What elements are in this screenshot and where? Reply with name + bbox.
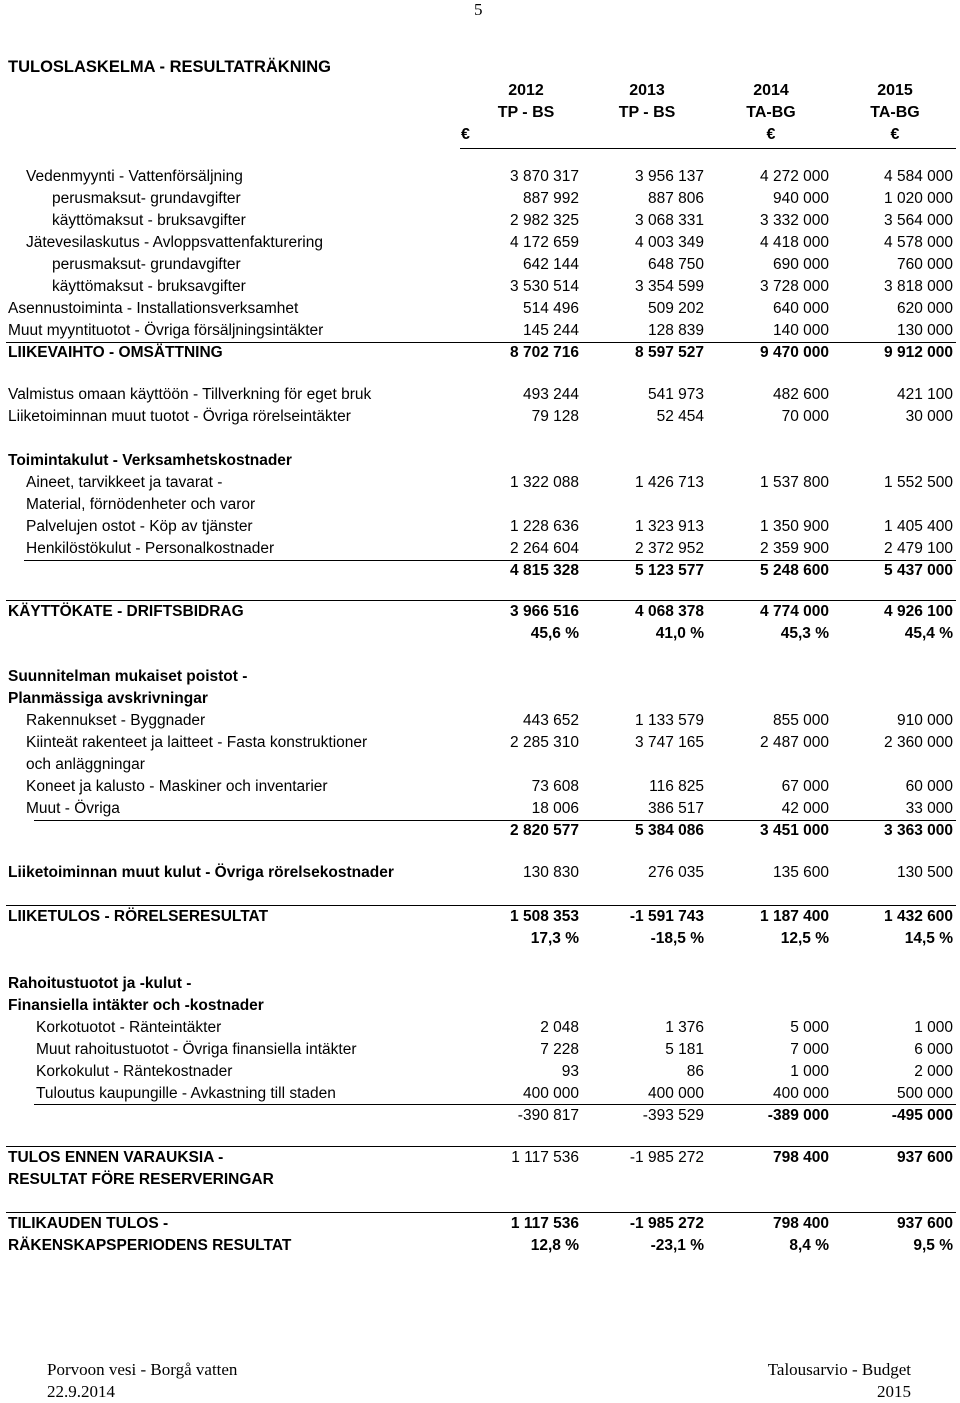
cell-2015: 14,5 % bbox=[904, 930, 953, 947]
page-title: TULOSLASKELMA - RESULTATRÄKNING bbox=[8, 58, 331, 76]
cell-2013: 5 384 086 bbox=[635, 822, 704, 839]
cell-2014: 3 332 000 bbox=[760, 212, 829, 229]
cell-2012: 7 228 bbox=[540, 1041, 579, 1058]
row-label: Rakennukset - Byggnader bbox=[26, 712, 206, 729]
cell-2015: 1 000 bbox=[914, 1019, 953, 1036]
cell-2015: 620 000 bbox=[896, 300, 953, 317]
column-header-type: TP - BS bbox=[497, 104, 555, 121]
cell-2013: 4 003 349 bbox=[635, 234, 704, 251]
cell-2013: 509 202 bbox=[647, 300, 704, 317]
table-row bbox=[0, 710, 960, 732]
cell-2014: 4 272 000 bbox=[760, 168, 829, 185]
cell-2013: 887 806 bbox=[647, 190, 704, 207]
row-label: käyttömaksut - bruksavgifter bbox=[52, 212, 246, 229]
cell-2012: 2 820 577 bbox=[510, 822, 579, 839]
table-row bbox=[0, 1083, 960, 1105]
cell-2013: 52 454 bbox=[656, 408, 704, 425]
cell-2012: 3 870 317 bbox=[510, 168, 579, 185]
cell-2014: 798 400 bbox=[772, 1149, 829, 1166]
row-label: Muut - Övriga bbox=[26, 800, 120, 817]
cell-2015: 2 360 000 bbox=[884, 734, 953, 751]
table-row bbox=[0, 406, 960, 428]
cell-2015: 500 000 bbox=[896, 1085, 953, 1102]
cell-2014: 1 350 900 bbox=[760, 518, 829, 535]
cell-2015: 760 000 bbox=[896, 256, 953, 273]
table-row bbox=[0, 210, 960, 232]
cell-2015: 9 912 000 bbox=[884, 344, 953, 361]
cell-2014: 12,5 % bbox=[780, 930, 829, 947]
cell-2014: 640 000 bbox=[772, 300, 829, 317]
cell-2013: -393 529 bbox=[642, 1107, 704, 1124]
cell-2012: 12,8 % bbox=[530, 1237, 579, 1254]
row-label: Liiketoiminnan muut kulut - Övriga rörelsekostnader bbox=[8, 864, 394, 881]
cell-2012: 2 285 310 bbox=[510, 734, 579, 751]
cell-2012: 1 117 536 bbox=[510, 1215, 579, 1232]
page-number: 5 bbox=[474, 0, 483, 19]
cell-2014: 70 000 bbox=[781, 408, 829, 425]
cell-2015: 4 578 000 bbox=[884, 234, 953, 251]
cell-2012: 443 652 bbox=[522, 712, 579, 729]
cell-2014: 4 418 000 bbox=[760, 234, 829, 251]
percentage-row bbox=[0, 928, 960, 950]
row-label: TILIKAUDEN TULOS - bbox=[8, 1215, 169, 1232]
cell-2014: 7 000 bbox=[790, 1041, 829, 1058]
footer-right bbox=[768, 1359, 911, 1403]
cell-2013: 5 123 577 bbox=[635, 562, 704, 579]
table-row bbox=[0, 776, 960, 798]
row-label: och anläggningar bbox=[26, 756, 145, 773]
cell-2012: 2 982 325 bbox=[510, 212, 579, 229]
cell-2014: 9 470 000 bbox=[760, 344, 829, 361]
cell-2013: -1 985 272 bbox=[629, 1149, 704, 1166]
cell-2015: 910 000 bbox=[896, 712, 953, 729]
table-row bbox=[0, 601, 960, 623]
cell-2013: 3 956 137 bbox=[635, 168, 704, 185]
table-row bbox=[0, 1061, 960, 1083]
cell-2012: 2 048 bbox=[540, 1019, 579, 1036]
cell-2013: 2 372 952 bbox=[635, 540, 704, 557]
cell-2012: 18 006 bbox=[531, 800, 579, 817]
section-heading bbox=[0, 995, 960, 1017]
row-label: Material, förnödenheter och varor bbox=[26, 496, 256, 513]
cell-2012: 1 322 088 bbox=[510, 474, 579, 491]
column-header-year: 2012 bbox=[508, 82, 544, 99]
table-row bbox=[0, 276, 960, 298]
cell-2013: 541 973 bbox=[647, 386, 704, 403]
cell-2012: 493 244 bbox=[522, 386, 579, 403]
table-row bbox=[0, 732, 960, 754]
cell-2013: 276 035 bbox=[647, 864, 704, 881]
cell-2012: 8 702 716 bbox=[510, 344, 579, 361]
row-label: LIIKETULOS - RÖRELSERESULTAT bbox=[8, 908, 269, 925]
cell-2015: 1 020 000 bbox=[884, 190, 953, 207]
cell-2014: 2 487 000 bbox=[760, 734, 829, 751]
subtotal-row bbox=[0, 560, 960, 582]
cell-2012: 514 496 bbox=[522, 300, 579, 317]
row-label: Finansiella intäkter och -kostnader bbox=[8, 997, 264, 1014]
cell-2014: 5 248 600 bbox=[760, 562, 829, 579]
section-heading bbox=[0, 973, 960, 995]
table-row bbox=[0, 494, 960, 516]
row-label: käyttömaksut - bruksavgifter bbox=[52, 278, 246, 295]
cell-2012: 79 128 bbox=[531, 408, 579, 425]
cell-2014: 1 537 800 bbox=[760, 474, 829, 491]
row-label: Muut rahoitustuotot - Övriga finansiella intäkter bbox=[36, 1041, 357, 1058]
row-label: Korkokulut - Räntekostnader bbox=[36, 1063, 233, 1080]
cell-2015: 1 552 500 bbox=[884, 474, 953, 491]
row-label: perusmaksut- grundavgifter bbox=[52, 256, 241, 273]
cell-2015: 937 600 bbox=[896, 1215, 953, 1232]
table-row bbox=[0, 166, 960, 188]
cell-2015: 1 432 600 bbox=[884, 908, 953, 925]
row-label: Muut myyntituotot - Övriga försäljningsintäkter bbox=[8, 322, 324, 339]
table-row bbox=[0, 472, 960, 494]
row-label: Kiinteät rakenteet ja laitteet - Fasta konstruktioner bbox=[26, 734, 368, 751]
cell-2015: 5 437 000 bbox=[884, 562, 953, 579]
row-label: TULOS ENNEN VARAUKSIA - bbox=[8, 1149, 224, 1166]
cell-2014: 855 000 bbox=[772, 712, 829, 729]
section-heading bbox=[0, 688, 960, 710]
section-heading bbox=[0, 450, 960, 472]
row-label: RESULTAT FÖRE RESERVERINGAR bbox=[8, 1171, 274, 1188]
cell-2014: 1 000 bbox=[790, 1063, 829, 1080]
row-label: perusmaksut- grundavgifter bbox=[52, 190, 241, 207]
column-header-currency: € bbox=[461, 126, 470, 143]
footer-left bbox=[47, 1359, 237, 1403]
cell-2012: 887 992 bbox=[522, 190, 579, 207]
row-label: Toimintakulut - Verksamhetskostnader bbox=[8, 452, 292, 469]
cell-2013: 41,0 % bbox=[655, 625, 704, 642]
cell-2013: 116 825 bbox=[649, 778, 704, 795]
row-label: Valmistus omaan käyttöön - Tillverkning för eget bruk bbox=[8, 386, 372, 403]
column-header-year: 2015 bbox=[877, 82, 913, 99]
cell-2015: -495 000 bbox=[891, 1107, 953, 1124]
table-row bbox=[0, 906, 960, 928]
cell-2013: 386 517 bbox=[647, 800, 704, 817]
subtotal-row bbox=[0, 820, 960, 842]
cell-2012: 642 144 bbox=[522, 256, 579, 273]
cell-2014: 3 728 000 bbox=[760, 278, 829, 295]
cell-2015: 6 000 bbox=[914, 1041, 953, 1058]
cell-2014: 3 451 000 bbox=[760, 822, 829, 839]
cell-2015: 937 600 bbox=[896, 1149, 953, 1166]
cell-2014: 4 774 000 bbox=[760, 603, 829, 620]
row-label: Asennustoiminta - Installationsverksamhet bbox=[8, 300, 299, 317]
cell-2013: 3 747 165 bbox=[635, 734, 704, 751]
table-row bbox=[0, 1147, 960, 1169]
cell-2015: 421 100 bbox=[896, 386, 953, 403]
table-row bbox=[0, 516, 960, 538]
cell-2015: 3 363 000 bbox=[884, 822, 953, 839]
row-label: Korkotuotot - Ränteintäkter bbox=[36, 1019, 222, 1036]
table-row bbox=[0, 754, 960, 776]
cell-2013: 1 426 713 bbox=[635, 474, 704, 491]
cell-2013: 1 133 579 bbox=[635, 712, 704, 729]
cell-2013: 4 068 378 bbox=[635, 603, 704, 620]
table-row bbox=[0, 1213, 960, 1235]
cell-2015: 3 564 000 bbox=[884, 212, 953, 229]
cell-2012: 130 830 bbox=[522, 864, 579, 881]
cell-2014: 798 400 bbox=[772, 1215, 829, 1232]
cell-2015: 2 479 100 bbox=[884, 540, 953, 557]
cell-2013: 1 323 913 bbox=[635, 518, 704, 535]
table-row bbox=[0, 798, 960, 820]
cell-2012: 400 000 bbox=[522, 1085, 579, 1102]
cell-2013: 3 068 331 bbox=[635, 212, 704, 229]
cell-2014: 400 000 bbox=[772, 1085, 829, 1102]
cell-2013: 86 bbox=[686, 1063, 704, 1080]
subtotal-row bbox=[0, 1105, 960, 1127]
cell-2013: -18,5 % bbox=[650, 930, 704, 947]
cell-2013: 648 750 bbox=[647, 256, 704, 273]
cell-2015: 1 405 400 bbox=[884, 518, 953, 535]
header-rule bbox=[460, 148, 956, 149]
column-header-year: 2014 bbox=[753, 82, 789, 99]
cell-2015: 2 000 bbox=[914, 1063, 953, 1080]
row-label: Liiketoiminnan muut tuotot - Övriga rörelseintäkter bbox=[8, 408, 351, 425]
row-label: RÄKENSKAPSPERIODENS RESULTAT bbox=[8, 1237, 292, 1254]
row-label: Palvelujen ostot - Köp av tjänster bbox=[26, 518, 253, 535]
cell-2015: 9,5 % bbox=[913, 1237, 953, 1254]
row-label: Tuloutus kaupungille - Avkastning till staden bbox=[36, 1085, 336, 1102]
cell-2014: -389 000 bbox=[767, 1107, 829, 1124]
cell-2015: 4 584 000 bbox=[884, 168, 953, 185]
table-row bbox=[0, 320, 960, 342]
cell-2015: 3 818 000 bbox=[884, 278, 953, 295]
cell-2014: 2 359 900 bbox=[760, 540, 829, 557]
cell-2012: -390 817 bbox=[517, 1107, 579, 1124]
column-header-currency: € bbox=[890, 126, 900, 143]
cell-2013: 128 839 bbox=[647, 322, 704, 339]
cell-2012: 3 966 516 bbox=[510, 603, 579, 620]
section-heading bbox=[0, 666, 960, 688]
footer-year: 2015 bbox=[877, 1382, 911, 1401]
cell-2014: 135 600 bbox=[772, 864, 829, 881]
column-header-year: 2013 bbox=[629, 82, 665, 99]
cell-2012: 1 117 536 bbox=[511, 1149, 579, 1166]
cell-2014: 690 000 bbox=[772, 256, 829, 273]
cell-2012: 1 508 353 bbox=[510, 908, 579, 925]
row-label: Henkilöstökulut - Personalkostnader bbox=[26, 540, 275, 557]
cell-2012: 4 172 659 bbox=[510, 234, 579, 251]
table-row bbox=[0, 254, 960, 276]
row-label: Suunnitelman mukaiset poistot - bbox=[8, 668, 248, 685]
cell-2012: 93 bbox=[561, 1063, 579, 1080]
footer-date: 22.9.2014 bbox=[47, 1382, 115, 1401]
cell-2013: 1 376 bbox=[665, 1019, 704, 1036]
cell-2014: 482 600 bbox=[772, 386, 829, 403]
cell-2014: 45,3 % bbox=[780, 625, 829, 642]
column-header-type: TA-BG bbox=[870, 104, 920, 121]
column-header-currency: € bbox=[766, 126, 776, 143]
percentage-row bbox=[0, 623, 960, 645]
row-label: KÄYTTÖKATE - DRIFTSBIDRAG bbox=[8, 603, 244, 620]
cell-2014: 8,4 % bbox=[789, 1237, 829, 1254]
cell-2013: 400 000 bbox=[647, 1085, 704, 1102]
cell-2013: -23,1 % bbox=[650, 1237, 704, 1254]
cell-2015: 45,4 % bbox=[904, 625, 953, 642]
cell-2014: 140 000 bbox=[772, 322, 829, 339]
cell-2015: 33 000 bbox=[905, 800, 953, 817]
row-label: Vedenmyynti - Vattenförsäljning bbox=[26, 168, 243, 185]
row-label: Koneet ja kalusto - Maskiner och inventarier bbox=[26, 778, 328, 795]
cell-2014: 5 000 bbox=[790, 1019, 829, 1036]
cell-2015: 60 000 bbox=[905, 778, 953, 795]
cell-2013: 3 354 599 bbox=[635, 278, 704, 295]
cell-2012: 1 228 636 bbox=[510, 518, 579, 535]
cell-2012: 3 530 514 bbox=[510, 278, 579, 295]
table-row bbox=[0, 1235, 960, 1257]
cell-2014: 1 187 400 bbox=[760, 908, 829, 925]
cell-2012: 17,3 % bbox=[530, 930, 579, 947]
column-header-type: TA-BG bbox=[746, 104, 796, 121]
table-row bbox=[0, 342, 960, 364]
cell-2015: 130 000 bbox=[896, 322, 953, 339]
row-label: Jätevesilaskutus - Avloppsvattenfakturering bbox=[26, 234, 323, 251]
table-row bbox=[0, 862, 960, 884]
cell-2013: 5 181 bbox=[665, 1041, 704, 1058]
cell-2014: 940 000 bbox=[772, 190, 829, 207]
cell-2012: 73 608 bbox=[531, 778, 579, 795]
table-row bbox=[0, 298, 960, 320]
row-label: Rahoitustuotot ja -kulut - bbox=[8, 975, 192, 992]
cell-2012: 4 815 328 bbox=[510, 562, 579, 579]
table-row bbox=[0, 1169, 960, 1191]
table-row bbox=[0, 188, 960, 210]
cell-2013: -1 985 272 bbox=[629, 1215, 704, 1232]
cell-2015: 130 500 bbox=[896, 864, 953, 881]
row-label: Aineet, tarvikkeet ja tavarat - bbox=[26, 474, 223, 491]
cell-2012: 145 244 bbox=[522, 322, 579, 339]
cell-2012: 2 264 604 bbox=[510, 540, 579, 557]
cell-2014: 67 000 bbox=[781, 778, 829, 795]
cell-2015: 4 926 100 bbox=[884, 603, 953, 620]
cell-2012: 45,6 % bbox=[530, 625, 579, 642]
table-row bbox=[0, 538, 960, 560]
cell-2013: 8 597 527 bbox=[635, 344, 704, 361]
table-row bbox=[0, 384, 960, 406]
row-label: Planmässiga avskrivningar bbox=[8, 690, 208, 707]
table-row bbox=[0, 1039, 960, 1061]
cell-2013: -1 591 743 bbox=[629, 908, 704, 925]
footer-organization: Porvoon vesi - Borgå vatten bbox=[47, 1360, 238, 1379]
cell-2014: 42 000 bbox=[781, 800, 829, 817]
row-label: LIIKEVAIHTO - OMSÄTTNING bbox=[8, 344, 223, 361]
footer-document-type: Talousarvio - Budget bbox=[767, 1360, 911, 1379]
column-header-type: TP - BS bbox=[618, 104, 676, 121]
cell-2015: 30 000 bbox=[905, 408, 953, 425]
table-row bbox=[0, 232, 960, 254]
table-row bbox=[0, 1017, 960, 1039]
